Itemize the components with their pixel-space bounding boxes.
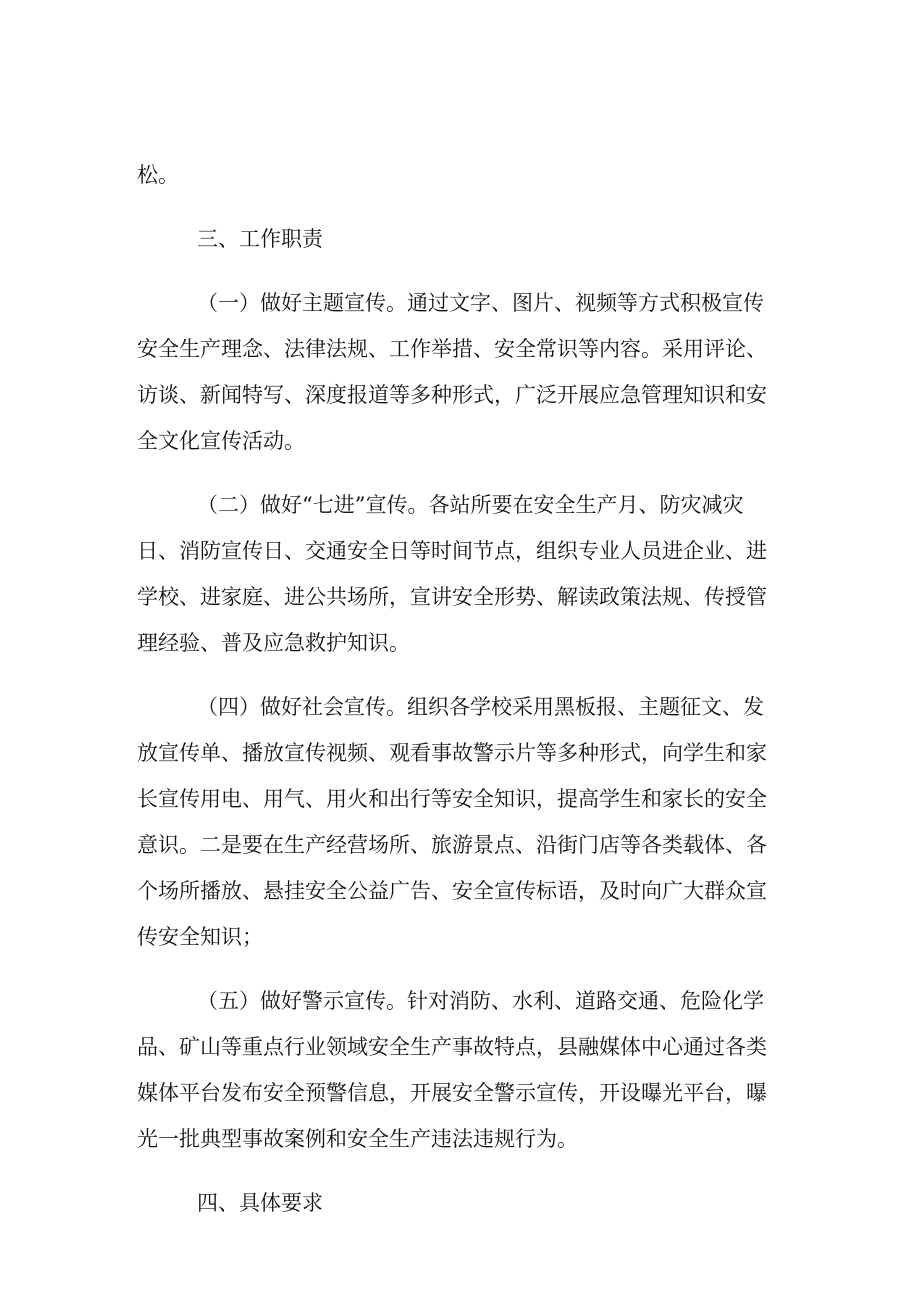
section-heading-specific-requirements xyxy=(137,1180,787,1226)
paragraph-social-publicity xyxy=(137,684,787,960)
text-line: 访谈、新闻特写、深度报道等多种形式，广泛开展应急管理知识和安 xyxy=(137,383,767,407)
text-line: 意识。二是要在生产经营场所、旅游景点、沿街门店等各类载体、各 xyxy=(137,833,767,857)
text-line: 全文化宣传活动。 xyxy=(137,429,305,453)
text-line: （四）做好社会宣传。组织各学校采用黑板报、主题征文、发 xyxy=(197,695,764,719)
text-line: 媒体平台发布安全预警信息，开展安全警示宣传，开设曝光平台，曝 xyxy=(137,1081,767,1105)
text-line: 理经验、普及应急救护知识。 xyxy=(137,631,410,655)
heading-line: 四、具体要求 xyxy=(197,1191,323,1215)
text-line: （五）做好警示宣传。针对消防、水利、道路交通、危险化学 xyxy=(197,989,764,1013)
text-line: 日、消防宣传日、交通安全日等时间节点，组织专业人员进企业、进 xyxy=(137,539,767,563)
text-line: 品、矿山等重点行业领域安全生产事故特点，县融媒体中心通过各类 xyxy=(137,1035,767,1059)
text-line: 个场所播放、悬挂安全公益广告、安全宣传标语，及时向广大群众宣 xyxy=(137,879,767,903)
paragraph-seven-entries-publicity xyxy=(137,482,787,666)
text-line: 传安全知识； xyxy=(137,925,263,949)
text-line: （二）做好“七进”宣传。各站所要在安全生产月、防灾减灾 xyxy=(197,493,744,517)
heading-line: 三、工作职责 xyxy=(197,227,323,251)
text-line: 安全生产理念、法律法规、工作举措、安全常识等内容。采用评论、 xyxy=(137,337,767,361)
text-line: 长宣传用电、用气、用火和出行等安全知识，提高学生和家长的安全 xyxy=(137,787,767,811)
text-line: 放宣传单、播放宣传视频、观看事故警示片等多种形式，向学生和家 xyxy=(137,741,767,765)
text-line: （一）做好主题宣传。通过文字、图片、视频等方式积极宣传 xyxy=(197,291,764,315)
paragraph-warning-publicity xyxy=(137,978,787,1162)
text-line: 松。 xyxy=(137,163,179,187)
paragraph-continuation xyxy=(137,152,787,198)
text-line: 学校、进家庭、进公共场所，宣讲安全形势、解读政策法规、传授管 xyxy=(137,585,767,609)
text-line: 光一批典型事故案例和安全生产违法违规行为。 xyxy=(137,1127,578,1151)
document-body xyxy=(137,152,787,1226)
section-heading-work-duties xyxy=(137,216,787,262)
paragraph-theme-publicity xyxy=(137,280,787,464)
